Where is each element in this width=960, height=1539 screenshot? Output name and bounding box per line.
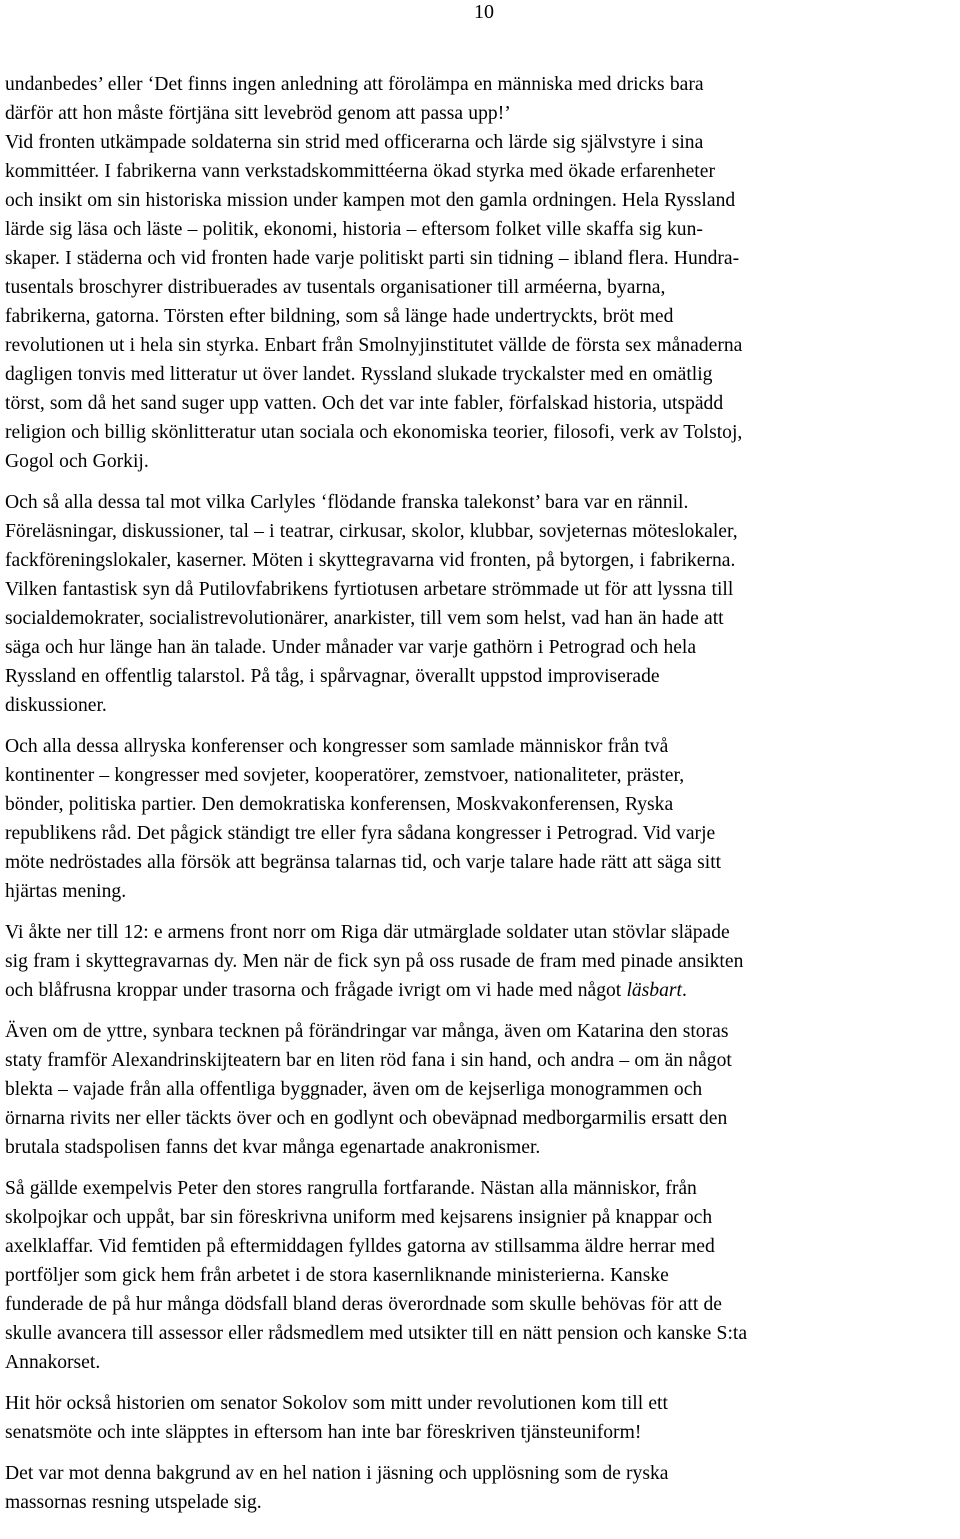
page-number: 10 <box>474 1 494 23</box>
paragraph-5: Även om de yttre, synbara tecknen på förändringar var många, även om Katarina den storas staty framför Alexandrinskijteatern bar en liten röd fana i sin hand, och andra – om än något blekta – vajade från alla offentliga byggnader, även om de kejserliga monogrammen och örnarna rivits ner eller täckts över och en godlynt och obeväpnad medborgarmilis ersatt den brutala stadspolisen fanns det kvar många egenartade anakronismer. <box>5 1021 732 1158</box>
italic-word: läsbart <box>626 980 682 1001</box>
paragraph-4-tail: . <box>681 980 687 1001</box>
paragraph-3: Och alla dessa allryska konferenser och kongresser som samlade människor från två kontinenter – kongresser med sovjeter, kooperatörer, zemstvoer, nationaliteter, präster, bönder, politiska partier. Den demokratiska konferensen, Moskvakonferensen, Ryska republikens råd. Det pågick ständigt tre eller fyra sådana kongresser i Petrograd. Vid varje möte nedröstades alla försök att begränsa talarnas tid, och varje talare hade rätt att säga sitt hjärtas mening. <box>5 736 722 902</box>
paragraph-4-text: Vi åkte ner till 12: e armens front norr om Riga där utmärglade soldater utan stövlar släpade sig fram i skyttegravarnas dy. Men när de fick syn på oss rusade de fram med pinade ansikten och blåfrusna kroppar under trasorna och frågade ivrigt om vi hade med något <box>5 922 744 1001</box>
paragraph-2: Och så alla dessa tal mot vilka Carlyles ‘flödande franska talekonst’ bara var en rännil. Föreläsningar, diskussioner, tal – i teatrar, cirkusar, skolor, klubbar, sovjeternas möteslokaler, fackföreningslokaler, kaserner. Möten i skyttegravarna vid fronten, på bytorgen, i fabrikerna. Vilken fantastisk syn då Putilovfabrikens fyrtiotusen arbetare strömmade ut för att lyssna till socialdemokrater, socialistrevolutionärer, anarkister, till vem som helst, vad han än hade att säga och hur länge han än talade. Under månader var varje gathörn i Petrograd och hela Ryssland en offentlig talarstol. På tåg, i spårvagnar, överallt uppstod improviserade diskussioner. <box>5 492 738 716</box>
paragraph-4 <box>5 918 960 1005</box>
paragraph-6: Så gällde exempelvis Peter den stores rangrulla fortfarande. Nästan alla människor, från skolpojkar och uppåt, bar sin föreskrivna uniform med kejsarens insignier på knappar och axelklaffar. Vid femtiden på eftermiddagen fylldes gatorna av stillsamma äldre herrar med portföljer som gick hem från arbetet i de stora kasernliknande ministerierna. Kanske funderade de på hur många dödsfall bland deras överordnade som skulle behövas för att de skulle avancera till assessor eller rådsmedlem med utsikter till en nätt pension och kanske S:ta Annakorset. <box>5 1178 748 1373</box>
paragraph-1: undanbedes’ eller ‘Det finns ingen anledning att förolämpa en människa med dricks bara därför att hon måste förtjäna sitt levebröd genom att passa upp!’ Vid fronten utkämpade soldaterna sin strid med officerarna och lärde sig självstyre i sina kommittéer. I fabrikerna vann verkstadskommittéerna ökad styrka med ökade erfarenheter och insikt om sin historiska mission under kampen mot den gamla ordningen. Hela Ryssland lärde sig läsa och läste – politik, ekonomi, historia – eftersom folket ville skaffa sig kun- skaper. I städerna och vid fronten hade varje politiskt parti sin tidning – ibland flera. Hundra- tusentals broschyrer distribuerades av tusentals organisationer till arméerna, byarna, fabrikerna, gatorna. Törsten efter bildning, som så länge hade undertryckts, bröt med revolutionen ut i hela sin styrka. Enbart från Smolnyjinstitutet vällde de första sex månaderna dagligen tonvis med litteratur ut över landet. Ryssland slukade tryckalster med en omätlig törst, som då het sand suger upp vatten. Och det var inte fabler, förfalskad historia, utspädd religion och billig skönlitteratur utan sociala och ekonomiska teorier, filosofi, verk av Tolstoj, Gogol och Gorkij. <box>5 74 743 472</box>
paragraph-7: Hit hör också historien om senator Sokolov som mitt under revolutionen kom till ett senatsmöte och inte släpptes in eftersom han inte bar föreskriven tjänsteuniform! <box>5 1393 668 1443</box>
paragraph-8: Det var mot denna bakgrund av en hel nation i jäsning och upplösning som de ryska massornas resning utspelade sig. <box>5 1463 669 1513</box>
document-body <box>5 70 960 1529</box>
